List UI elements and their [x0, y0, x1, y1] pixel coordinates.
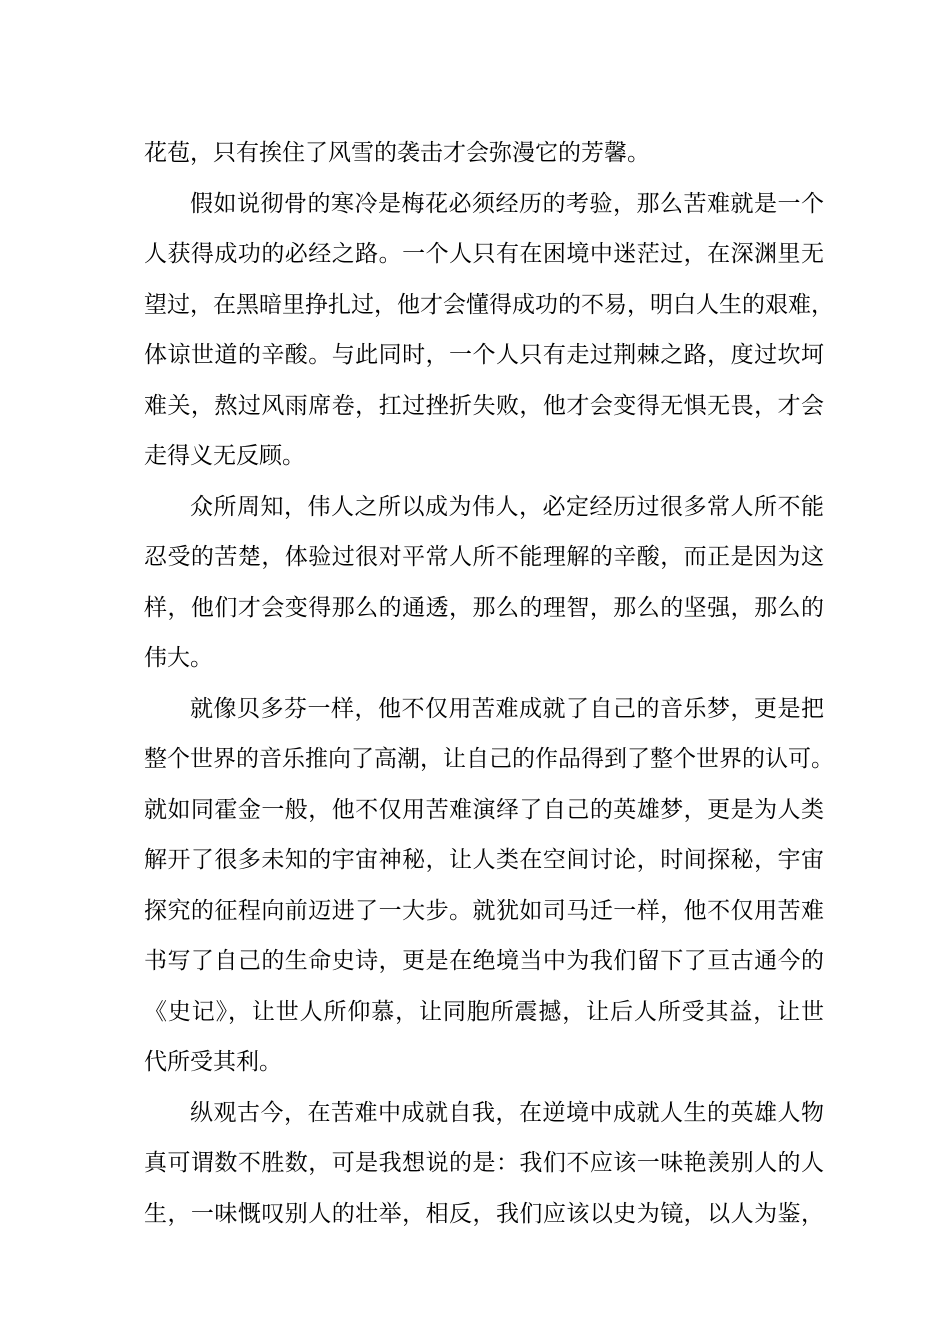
text-line: 忍受的苦楚，体验过很对平常人所不能理解的辛酸，而正是因为这: [144, 544, 824, 570]
paragraph-5: [144, 1088, 824, 1240]
text-line: 众所周知，伟人之所以成为伟人，必定经历过很多常人所不能: [190, 493, 824, 520]
text-line: 书写了自己的生命史诗，更是在绝境当中为我们留下了亘古通今的: [144, 948, 824, 974]
text-line: 走得义无反顾。: [144, 443, 305, 469]
paragraph-4: [144, 684, 834, 1088]
text-line: 假如说彻骨的寒冷是梅花必须经历的考验，那么苦难就是一个: [190, 190, 824, 217]
text-line: 真可谓数不胜数，可是我想说的是：我们不应该一味艳羡别人的人: [144, 1150, 824, 1176]
text-line: 整个世界的音乐推向了高潮，让自己的作品得到了整个世界的认可。: [144, 746, 834, 772]
text-line: 难关，熬过风雨席卷，扛过挫折失败，他才会变得无惧无畏，才会: [144, 392, 824, 419]
text-line: 花苞，只有挨住了风雪的袭击才会弥漫它的芳馨。: [144, 140, 650, 166]
paragraph-1: [144, 128, 824, 179]
text-line: 伟大。: [144, 645, 213, 671]
paragraph-3: [144, 482, 824, 684]
body-text: [144, 128, 834, 1239]
text-line: 望过，在黑暗里挣扎过，他才会懂得成功的不易，明白人生的艰难，: [144, 291, 834, 318]
text-line: 样，他们才会变得那么的通透，那么的理智，那么的坚强，那么的: [144, 594, 824, 621]
text-line: 纵观古今，在苦难中成就自我，在逆境中成就人生的英雄人物: [190, 1099, 824, 1126]
text-line: 人获得成功的必经之路。一个人只有在困境中迷茫过，在深渊里无: [144, 241, 824, 267]
text-line: 生，一味慨叹别人的壮举，相反，我们应该以史为镜，以人为鉴，: [144, 1200, 824, 1227]
text-line: 探究的征程向前迈进了一大步。就犹如司马迁一样，他不仅用苦难: [144, 897, 824, 924]
text-line: 代所受其利。: [144, 1049, 282, 1075]
text-line: 就像贝多芬一样，他不仅用苦难成就了自己的音乐梦，更是把: [190, 695, 824, 722]
text-line: 体谅世道的辛酸。与此同时，一个人只有走过荆棘之路，度过坎坷: [144, 342, 824, 368]
paragraph-2: [144, 179, 834, 482]
text-line: 《史记》，让世人所仰慕，让同胞所震撼，让后人所受其益，让世: [144, 998, 824, 1025]
text-line: 就如同霍金一般，他不仅用苦难演绎了自己的英雄梦，更是为人类: [144, 796, 824, 823]
text-line: 解开了很多未知的宇宙神秘，让人类在空间讨论，时间探秘，宇宙: [144, 847, 824, 873]
